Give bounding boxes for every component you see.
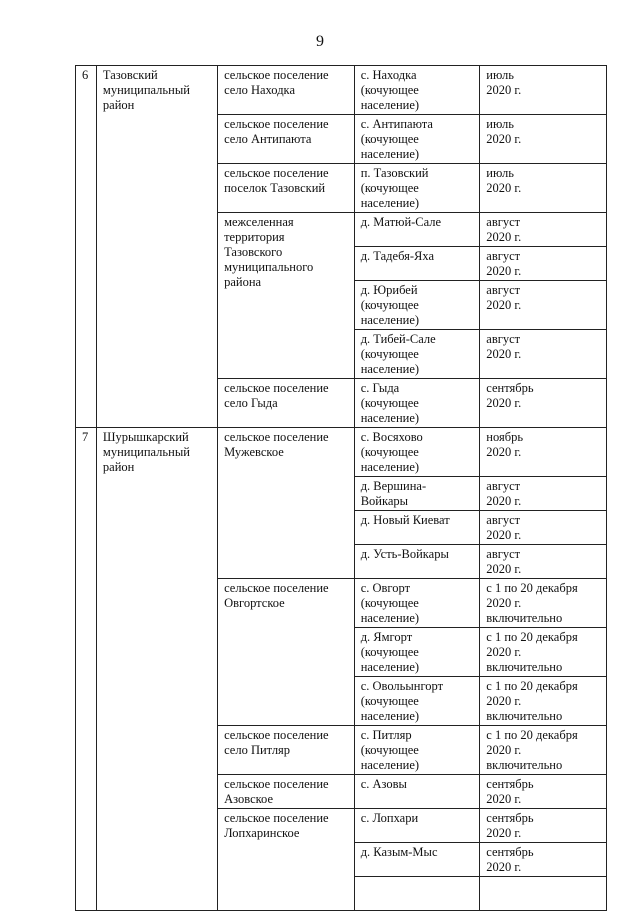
place-name [354,579,480,628]
place-name-text: д. Матюй-Сале [360,215,442,229]
place-name [354,809,480,843]
census-date-text: август 2020 г. [486,513,522,542]
place-name-text: с. Гыда (кочующее население) [360,381,420,425]
settlement-name [218,775,355,809]
census-date-text: с 1 по 20 декабря 2020 г. включительно [486,581,578,625]
census-date-text: с 1 по 20 декабря 2020 г. включительно [486,728,578,772]
place-name [354,628,480,677]
census-date-text: сентябрь 2020 г. [486,845,534,874]
settlement-name-text: сельское поселение Азовское [224,777,329,806]
place-name-text: д. Казым-Мыс [360,845,438,859]
census-date [480,115,607,164]
census-date [480,677,607,726]
district-number-text: 6 [82,68,89,82]
census-date [480,579,607,628]
census-date-text: сентябрь 2020 г. [486,381,534,410]
place-name-text: д. Юрибей (кочующее население) [360,283,420,327]
settlement-name [218,726,355,775]
census-date [480,775,607,809]
place-name-text: с. Азовы [360,777,407,791]
census-date-text: июль 2020 г. [486,166,522,195]
place-name-text: с. Лопхари [360,811,419,825]
place-name-text: д. Ямгорт (кочующее население) [360,630,420,674]
settlement-name [218,66,355,115]
settlement-name-text: сельское поселение поселок Тазовский [224,166,329,195]
settlement-name-text: сельское поселение Овгортское [224,581,329,610]
empty-cell [480,877,607,911]
settlement-name [218,164,355,213]
census-date-text: с 1 по 20 декабря 2020 г. включительно [486,679,578,723]
settlement-name-text: сельское поселение Лопхаринское [224,811,329,840]
settlement-name [218,379,355,428]
settlement-name [218,115,355,164]
census-date [480,511,607,545]
census-date-text: август 2020 г. [486,283,522,312]
census-date-text: с 1 по 20 декабря 2020 г. включительно [486,630,578,674]
place-name [354,477,480,511]
place-name [354,428,480,477]
census-date [480,809,607,843]
district-number [76,428,97,911]
census-date [480,213,607,247]
place-name [354,726,480,775]
place-name [354,545,480,579]
census-date-text: июль 2020 г. [486,117,522,146]
schedule-table [75,65,607,911]
census-date [480,545,607,579]
census-date-text: ноябрь 2020 г. [486,430,524,459]
census-date [480,843,607,877]
place-name-text: д. Новый Киеват [360,513,450,527]
census-date [480,628,607,677]
settlement-name [218,579,355,726]
settlement-name-text: сельское поселение село Гыда [224,381,329,410]
place-name-text: с. Антипаюта (кочующее население) [360,117,433,161]
place-name [354,843,480,877]
place-name-text: с. Находка (кочующее население) [360,68,420,112]
district-name-text: Шурышкарский муниципальный район [102,430,190,474]
settlement-name [218,213,355,379]
schedule-body [76,66,607,911]
place-name [354,677,480,726]
place-name [354,115,480,164]
census-date [480,726,607,775]
place-name-text: д. Тадебя-Яха [360,249,435,263]
place-name [354,775,480,809]
place-name-text: д. Вершина- Войкары [360,479,427,508]
settlement-name [218,809,355,911]
place-name-text: с. Восяхово (кочующее население) [360,430,423,474]
census-date-text: август 2020 г. [486,547,522,576]
settlement-name-text: сельское поселение село Питляр [224,728,329,757]
census-date-text: август 2020 г. [486,479,522,508]
settlement-name-text: межселенная территория Тазовского муниципального района [224,215,314,289]
place-name [354,247,480,281]
census-date [480,428,607,477]
district-name [96,428,217,911]
settlement-name-text: сельское поселение Мужевское [224,430,329,459]
district-name-text: Тазовский муниципальный район [102,68,190,112]
table-row [76,428,607,477]
census-date [480,477,607,511]
census-date-text: июль 2020 г. [486,68,522,97]
census-date [480,247,607,281]
place-name-text: с. Овгорт (кочующее население) [360,581,420,625]
census-date [480,281,607,330]
empty-cell [354,877,480,911]
census-date [480,66,607,115]
place-name [354,213,480,247]
table-row [76,66,607,115]
place-name [354,379,480,428]
district-number-text: 7 [82,430,89,444]
place-name-text: д. Усть-Войкары [360,547,449,561]
settlement-name-text: сельское поселение село Находка [224,68,329,97]
place-name [354,511,480,545]
place-name [354,281,480,330]
census-date-text: август 2020 г. [486,249,522,278]
settlement-name [218,428,355,579]
census-date-text: август 2020 г. [486,332,522,361]
census-date [480,379,607,428]
place-name [354,330,480,379]
census-date-text: сентябрь 2020 г. [486,811,534,840]
place-name-text: п. Тазовский (кочующее население) [360,166,429,210]
census-date [480,164,607,213]
district-number [76,66,97,428]
place-name [354,164,480,213]
census-date [480,330,607,379]
district-name [96,66,217,428]
place-name-text: д. Тибей-Сале (кочующее население) [360,332,436,376]
place-name-text: с. Питляр (кочующее население) [360,728,420,772]
place-name [354,66,480,115]
census-date-text: сентябрь 2020 г. [486,777,534,806]
place-name-text: с. Овольынгорт (кочующее население) [360,679,444,723]
settlement-name-text: сельское поселение село Антипаюта [224,117,329,146]
census-date-text: август 2020 г. [486,215,522,244]
page-number: 9 [316,33,324,50]
